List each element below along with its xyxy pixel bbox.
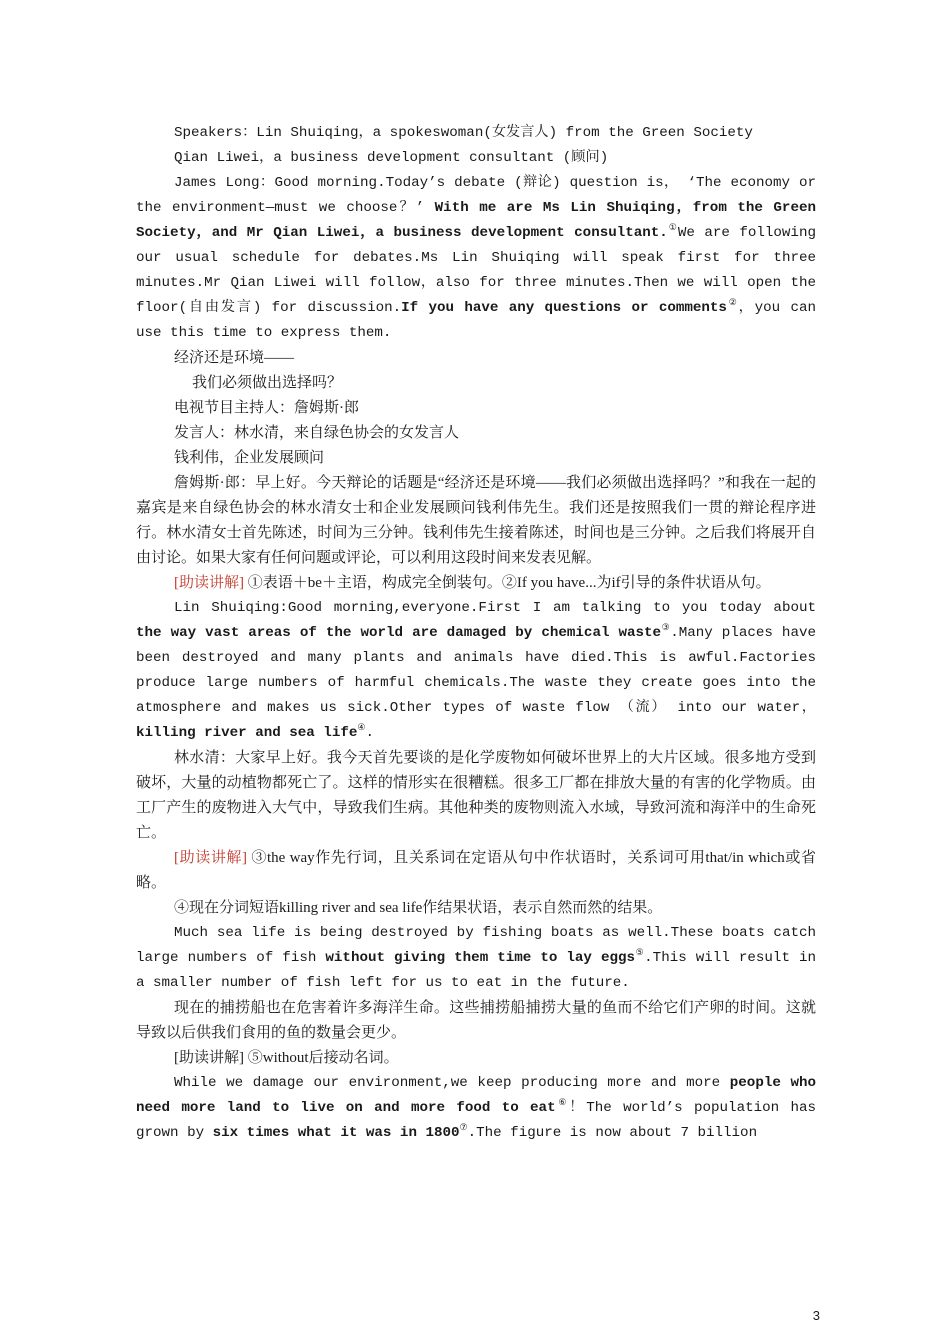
cn-title-line-1	[136, 346, 816, 371]
cn-paragraph-3	[136, 996, 816, 1046]
lin-shuiqing-paragraph	[136, 596, 816, 746]
bold-phrase: With me are Ms Lin Shuiqing，from the Green Society，and Mr Qian Liwei，a business development consultant.	[136, 200, 816, 241]
text: 我们必须做出选择吗？	[192, 375, 343, 391]
cn-paragraph-2	[136, 746, 816, 846]
footnote-marker: ⑦	[459, 1123, 468, 1133]
footnote-marker: ⑤	[635, 948, 645, 958]
reading-note-2	[136, 846, 816, 896]
qian-line	[136, 146, 816, 171]
page-number: 3	[812, 1308, 820, 1323]
cn-speaker-line	[136, 421, 816, 446]
bold-phrase: six times what it was in 1800	[212, 1125, 460, 1141]
text: .This will result in a smaller number of fish left for us to eat in the future.	[136, 950, 817, 991]
note-text: ⑤without后接动名词。	[244, 1050, 399, 1066]
population-paragraph	[136, 1071, 816, 1146]
footnote-marker: ②	[726, 298, 739, 308]
text: Much sea life is being destroyed by fishing boats as well.These boats catch large numbers of fish	[136, 925, 816, 966]
text: 詹姆斯·郎：早上好。今天辩论的话题是“经济还是环境——我们必须做出选择吗？”和我在一起的嘉宾是来自绿色协会的林水清女士和企业发展顾问钱利伟先生。我们还是按照我们一贯的辩论程序进行。林水清女士首先陈述，时间为三分钟。钱利伟先生接着陈述，时间也是三分钟。之后我们将展开自由讨论。如果大家有任何问题或评论，可以利用这段时间来发表见解。	[136, 475, 816, 566]
text: ！The world’s population has grown by	[136, 1100, 816, 1141]
text: 发言人：林水清，来自绿色协会的女发言人	[174, 425, 460, 441]
note-tag: [助读讲解]	[174, 850, 248, 866]
james-long-paragraph	[136, 171, 816, 346]
note-text: ④现在分词短语killing river and sea life作结果状语，表示自然而然的结果。	[174, 900, 663, 916]
reading-note-1	[136, 571, 816, 596]
footnote-marker: ④	[357, 723, 366, 733]
bold-phrase: the way vast areas of the world are damaged by chemical waste	[136, 625, 662, 641]
text: Speakers：Lin Shuiqing，a spokeswoman(女发言人) from the Green Society	[174, 125, 753, 141]
text: 钱利伟，企业发展顾问	[174, 450, 325, 466]
cn-title-line-2	[136, 371, 816, 396]
text: 林水清：大家早上好。我今天首先要谈的是化学废物如何破坏世界上的大片区域。很多地方受到破坏，大量的动植物都死亡了。这样的情形实在很糟糕。很多工厂都在排放大量的有害的化学物质。由工厂产生的废物进入大气中，导致我们生病。其他种类的废物则流入水域，导致河流和海洋中的生命死亡。	[136, 750, 816, 841]
bold-phrase: without giving them time to lay eggs	[325, 950, 636, 966]
footnote-marker: ③	[661, 623, 671, 633]
text: We are following our usual schedule for debates.Ms Lin Shuiqing will speak first for three minutes.Mr Qian Liwei will follow，also for three minutes.Then we will open the floor(自由发言) for discussion.	[136, 225, 816, 316]
text: .Many places have been destroyed and many plants and animals have died.This is awful.Factories produce large numbers of harmful chemicals.The waste they create goes into the atmosphere and makes us sick.Other types of waste flow （流） into our water，	[136, 625, 816, 716]
footnote-marker: ①	[667, 223, 678, 233]
bold-phrase: If you have any questions or comments	[401, 300, 727, 316]
text: .	[365, 725, 374, 741]
speakers-line	[136, 121, 816, 146]
text: While we damage our environment,we keep producing more and more	[174, 1075, 730, 1091]
text: .The figure is now about 7 billion	[467, 1125, 758, 1141]
cn-qian-line	[136, 446, 816, 471]
reading-note-4	[136, 1046, 816, 1071]
sea-life-paragraph	[136, 921, 816, 996]
footnote-marker: ⑥	[555, 1098, 570, 1108]
text: 电视节目主持人：詹姆斯·郎	[174, 400, 359, 416]
bold-phrase: people who need more land to live on and more food to eat	[136, 1075, 817, 1116]
text: 经济还是环境——	[174, 350, 295, 366]
text: ，you can use this time to express them.	[136, 300, 817, 341]
text: Qian Liwei，a business development consultant (顾问)	[174, 150, 609, 166]
text: James Long：Good morning.Today’s debate (辩论) question is， ‘The economy or the environment—must we choose？’	[136, 175, 816, 216]
reading-note-3	[136, 896, 816, 921]
cn-host-line	[136, 396, 816, 421]
note-tag: [助读讲解]	[174, 1050, 244, 1066]
note-text: ①表语＋be＋主语，构成完全倒装句。②If you have...为if引导的条件状语从句。	[244, 575, 771, 591]
note-text: ③the way作先行词，且关系词在定语从句中作状语时，关系词可用that/in which或省略。	[136, 850, 816, 891]
cn-paragraph-1	[136, 471, 816, 571]
text: 现在的捕捞船也在危害着许多海洋生命。这些捕捞船捕捞大量的鱼而不给它们产卵的时间。这就导致以后供我们食用的鱼的数量会更少。	[136, 1000, 816, 1041]
bold-phrase: killing river and sea life	[136, 725, 358, 741]
note-tag: [助读讲解]	[174, 575, 244, 591]
text: Lin Shuiqing:Good morning,everyone.First I am talking to you today about	[174, 600, 816, 616]
document-page	[136, 121, 816, 1146]
